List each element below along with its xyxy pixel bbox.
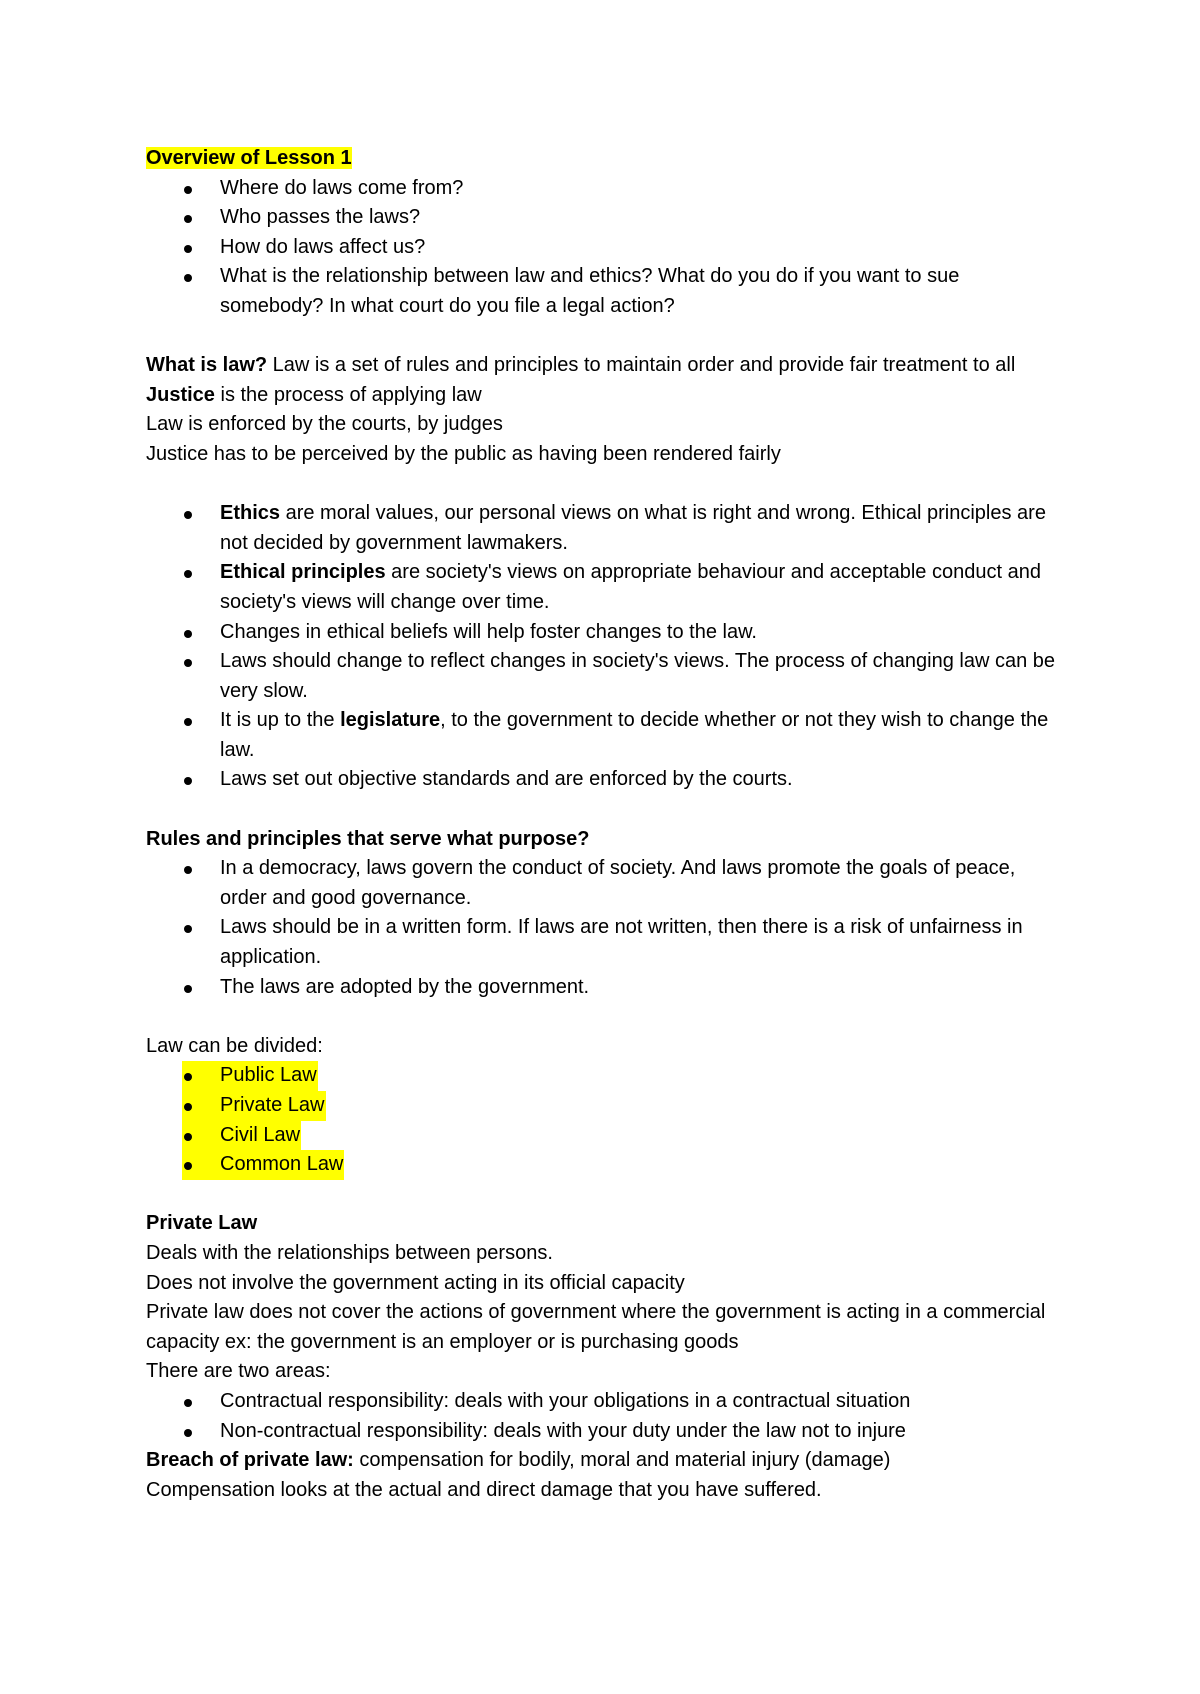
purpose-list bbox=[146, 854, 1066, 1002]
list-item: Who passes the laws? bbox=[146, 203, 1066, 233]
list-item: The laws are adopted by the government. bbox=[146, 973, 1066, 1003]
bullet-icon bbox=[184, 215, 192, 223]
list-item: It is up to the legislature, to the government to decide whether or not they wish to change the law. bbox=[146, 706, 1066, 765]
bullet-icon bbox=[184, 777, 192, 785]
list-item: Non-contractual responsibility: deals with your duty under the law not to injure bbox=[146, 1417, 1066, 1447]
bullet-icon bbox=[184, 1073, 192, 1081]
bullet-icon bbox=[184, 511, 192, 519]
list-item: Public Law bbox=[182, 1061, 1066, 1091]
list-item: Laws set out objective standards and are enforced by the courts. bbox=[146, 765, 1066, 795]
list-item: What is the relationship between law and ethics? What do you do if you want to sue somebody? In what court do you file a legal action? bbox=[146, 262, 1066, 321]
bullet-icon bbox=[184, 1103, 192, 1111]
bullet-icon bbox=[184, 1133, 192, 1141]
divisions-list bbox=[146, 1061, 1066, 1179]
list-item: In a democracy, laws govern the conduct of society. And laws promote the goals of peace, order and good governance. bbox=[146, 854, 1066, 913]
list-item: Laws should change to reflect changes in society's views. The process of changing law can be very slow. bbox=[146, 647, 1066, 706]
list-item: Where do laws come from? bbox=[146, 174, 1066, 204]
bullet-icon bbox=[184, 186, 192, 194]
list-item: Civil Law bbox=[182, 1121, 1066, 1151]
private-law-line: Does not involve the government acting in its official capacity bbox=[146, 1271, 685, 1294]
list-item: How do laws affect us? bbox=[146, 233, 1066, 263]
bullet-icon bbox=[184, 245, 192, 253]
bullet-icon bbox=[184, 985, 192, 993]
list-item: Private Law bbox=[182, 1091, 1066, 1121]
bullet-icon bbox=[184, 1399, 192, 1407]
list-item: Ethics are moral values, our personal views on what is right and wrong. Ethical principles are not decided by government lawmakers. bbox=[146, 499, 1066, 558]
purpose-heading: Rules and principles that serve what purpose? bbox=[146, 827, 590, 850]
private-law-line: Private law does not cover the actions of government where the government is acting in a commercial capacity ex: the government is an employer or is purchasing goods bbox=[146, 1301, 1046, 1353]
private-law-line: There are two areas: bbox=[146, 1360, 331, 1383]
list-item: Contractual responsibility: deals with your obligations in a contractual situation bbox=[146, 1387, 1066, 1417]
breach-line: Breach of private law: compensation for bodily, moral and material injury (damage) bbox=[146, 1449, 891, 1472]
list-item: Common Law bbox=[182, 1150, 1066, 1180]
public-line: Justice has to be perceived by the public as having been rendered fairly bbox=[146, 442, 781, 465]
overview-questions-list bbox=[146, 174, 1066, 322]
document-content bbox=[146, 144, 1066, 1505]
bullet-icon bbox=[184, 1429, 192, 1437]
private-law-line: Deals with the relationships between persons. bbox=[146, 1241, 553, 1264]
justice-line: Justice is the process of applying law bbox=[146, 383, 482, 406]
list-item: Laws should be in a written form. If laws are not written, then there is a risk of unfairness in application. bbox=[146, 913, 1066, 972]
overview-heading: Overview of Lesson 1 bbox=[146, 147, 352, 169]
bullet-icon bbox=[184, 718, 192, 726]
compensation-line: Compensation looks at the actual and direct damage that you have suffered. bbox=[146, 1478, 822, 1501]
what-is-law-paragraph: What is law? Law is a set of rules and principles to maintain order and provide fair treatment to all bbox=[146, 354, 1016, 377]
list-item: Changes in ethical beliefs will help foster changes to the law. bbox=[146, 618, 1066, 648]
private-law-areas-list bbox=[146, 1387, 1066, 1446]
bullet-icon bbox=[184, 925, 192, 933]
bullet-icon bbox=[184, 274, 192, 282]
bullet-icon bbox=[184, 1162, 192, 1170]
divisions-intro: Law can be divided: bbox=[146, 1034, 323, 1057]
ethics-list bbox=[146, 499, 1066, 795]
bullet-icon bbox=[184, 866, 192, 874]
list-item: Ethical principles are society's views on appropriate behaviour and acceptable conduct and society's views will change over time. bbox=[146, 558, 1066, 617]
bullet-icon bbox=[184, 659, 192, 667]
courts-line: Law is enforced by the courts, by judges bbox=[146, 413, 503, 436]
bullet-icon bbox=[184, 570, 192, 578]
bullet-icon bbox=[184, 630, 192, 638]
private-law-heading: Private Law bbox=[146, 1212, 258, 1235]
